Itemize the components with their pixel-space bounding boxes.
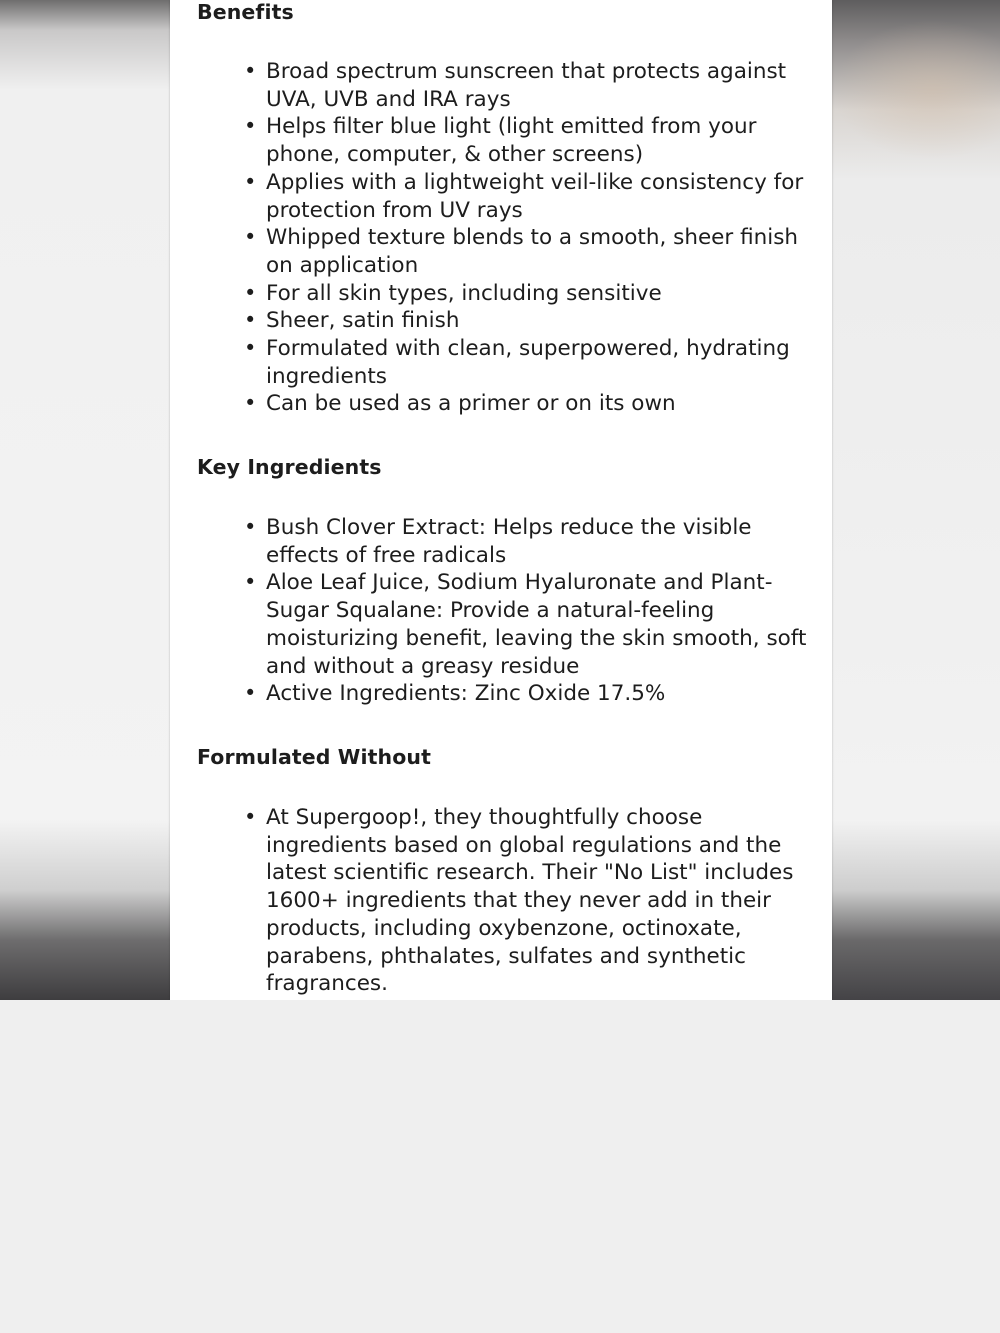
benefits-list-item: • Applies with a lightweight veil-like consistency for protection from UV rays [266, 169, 811, 224]
benefits-list-item: • Broad spectrum sunscreen that protects against UVA, UVB and IRA rays [266, 58, 811, 113]
blurred-background-left [0, 0, 170, 1000]
benefits-list-item: • Sheer, satin finish [266, 307, 811, 335]
benefits-list [266, 58, 811, 418]
benefits-list-item: • Helps filter blue light (light emitted from your phone, computer, & other screens) [266, 113, 811, 168]
product-details-panel[interactable] [170, 0, 832, 1000]
key-ingredients-list-item: • Aloe Leaf Juice, Sodium Hyaluronate and Plant-Sugar Squalane: Provide a natural-feeling moisturizing benefit, leaving the skin smooth, soft and without a greasy residue [266, 569, 811, 680]
formulated-without-list-item: • At Supergoop!, they thoughtfully choose ingredients based on global regulations and the latest scientific research. Their "No List" includes 1600+ ingredients that they never add in their products, including oxybenzone, octinoxate, parabens, phthalates, sulfates and synthetic fragrances. [266, 804, 811, 998]
key-ingredients-list [266, 514, 811, 708]
formulated-without-heading: Formulated Without [197, 745, 432, 769]
blurred-background-highlight [832, 20, 1000, 160]
key-ingredients-list-item: • Active Ingredients: Zinc Oxide 17.5% [266, 680, 811, 708]
benefits-list-item: • For all skin types, including sensitive [266, 280, 811, 308]
formulated-without-list [266, 804, 811, 998]
benefits-list-item: • Formulated with clean, superpowered, hydrating ingredients [266, 335, 811, 390]
benefits-list-item: • Whipped texture blends to a smooth, sheer finish on application [266, 224, 811, 279]
empty-bottom-area [0, 1000, 1000, 1333]
key-ingredients-heading: Key Ingredients [197, 455, 382, 479]
benefits-list-item: • Can be used as a primer or on its own [266, 390, 811, 418]
benefits-heading: Benefits [197, 0, 294, 24]
key-ingredients-list-item: • Bush Clover Extract: Helps reduce the visible effects of free radicals [266, 514, 811, 569]
